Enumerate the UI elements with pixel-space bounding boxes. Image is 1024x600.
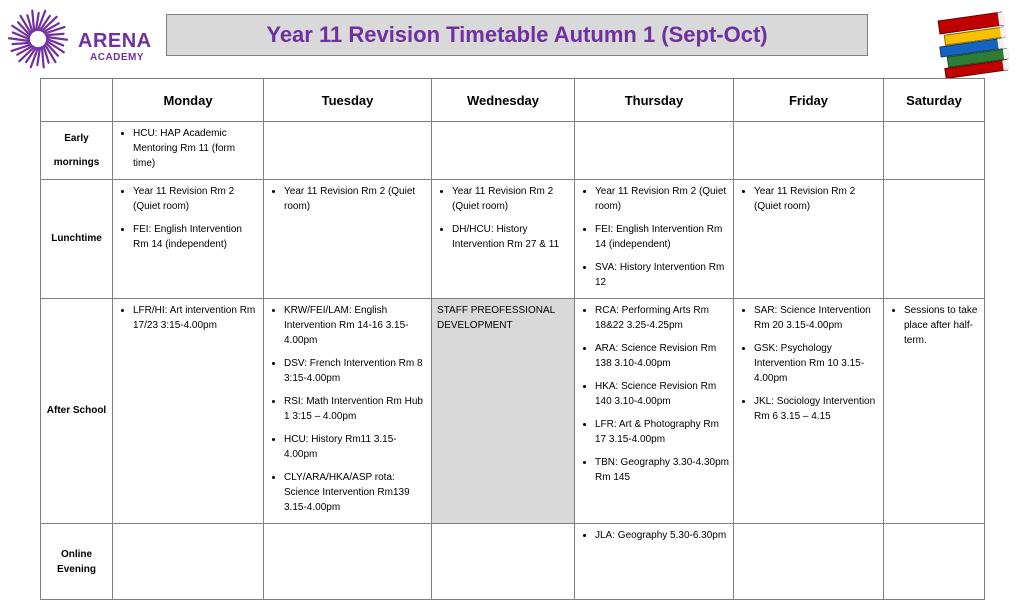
cell-online-thursday [575, 524, 734, 600]
arena-academy-logo [6, 8, 156, 72]
arena-burst-logo-icon [8, 8, 68, 70]
list-item: • FEI: English Intervention Rm 14 (independent) [595, 222, 729, 252]
row-lunchtime [41, 180, 985, 299]
cell-after-thursday [575, 299, 734, 524]
cell-online-wednesday [432, 524, 575, 600]
list-item: • ARA: Science Revision Rm 138 3.10-4.00pm [595, 341, 729, 371]
logo-subtitle: ACADEMY [90, 52, 145, 63]
list-item: • HCU: History Rm11 3.15-4.00pm [284, 432, 427, 462]
logo-ray [46, 34, 63, 35]
cell-lunch-wednesday [432, 180, 575, 299]
cell-early-tuesday [264, 122, 432, 180]
cell-early-wednesday [432, 122, 575, 180]
row-online-evening [41, 524, 985, 600]
list-item: • RCA: Performing Arts Rm 18&22 3.25-4.25pm [595, 303, 729, 333]
day-header-thursday: Thursday [575, 79, 734, 122]
corner-cell [41, 79, 113, 122]
page-title: Year 11 Revision Timetable Autumn 1 (Sept-Oct) [266, 22, 768, 47]
cell-lunch-saturday [884, 180, 985, 299]
staff-development-note: STAFF PREOFESSIONAL DEVELOPMENT [437, 305, 555, 331]
row-label-early: Early mornings [41, 122, 113, 180]
logo-name: ARENA [78, 30, 152, 52]
list-item: • Year 11 Revision Rm 2 (Quiet room) [133, 184, 259, 214]
row-label-after: After School [41, 299, 113, 524]
timetable [40, 78, 985, 600]
cell-lunch-thursday [575, 180, 734, 299]
list-item: • KRW/FEI/LAM: English Intervention Rm 14-16 3.15-4.00pm [284, 303, 427, 348]
list-item: • JKL: Sociology Intervention Rm 6 3.15 – 4.15 [754, 394, 879, 424]
list-item: • Year 11 Revision Rm 2 (Quiet room) [452, 184, 570, 214]
day-header-tuesday: Tuesday [264, 79, 432, 122]
cell-after-friday [734, 299, 884, 524]
cell-online-saturday [884, 524, 985, 600]
list-item: • CLY/ARA/HKA/ASP rota: Science Intervention Rm139 3.15-4.00pm [284, 470, 427, 515]
cell-after-tuesday [264, 299, 432, 524]
cell-after-saturday [884, 299, 985, 524]
list-item: • LFR/HI: Art intervention Rm 17/23 3:15-4.00pm [133, 303, 259, 333]
cell-online-friday [734, 524, 884, 600]
cell-early-saturday [884, 122, 985, 180]
cell-after-wednesday [432, 299, 575, 524]
list-item: • SAR: Science Intervention Rm 20 3.15-4.00pm [754, 303, 879, 333]
cell-lunch-friday [734, 180, 884, 299]
logo-ray [13, 43, 30, 44]
list-item: • DSV: French Intervention Rm 8 3:15-4.00pm [284, 356, 427, 386]
list-item: • RSI: Math Intervention Rm Hub 1 3:15 – 4.00pm [284, 394, 427, 424]
header-row [41, 79, 985, 122]
cell-lunch-monday [113, 180, 264, 299]
list-item: • FEI: English Intervention Rm 14 (independent) [133, 222, 259, 252]
list-item: • GSK: Psychology Intervention Rm 10 3.15-4.00pm [754, 341, 879, 386]
logo-ray [32, 11, 34, 31]
cell-after-monday [113, 299, 264, 524]
row-label-online: Online Evening [41, 524, 113, 600]
row-after-school [41, 299, 985, 524]
list-item: • TBN: Geography 3.30-4.30pm Rm 145 [595, 455, 729, 485]
list-item: • HCU: HAP Academic Mentoring Rm 11 (form time) [133, 126, 259, 171]
list-item: • Year 11 Revision Rm 2 (Quiet room) [595, 184, 729, 214]
cell-early-monday [113, 122, 264, 180]
cell-early-friday [734, 122, 884, 180]
cell-early-thursday [575, 122, 734, 180]
list-item: • LFR: Art & Photography Rm 17 3.15-4.00pm [595, 417, 729, 447]
stack-of-books-icon [934, 6, 1018, 82]
title-bar [166, 14, 868, 56]
day-header-saturday: Saturday [884, 79, 985, 122]
row-label-lunch: Lunchtime [41, 180, 113, 299]
list-item: • SVA: History Intervention Rm 12 [595, 260, 729, 290]
logo-ray [42, 47, 44, 67]
list-item: • DH/HCU: History Intervention Rm 27 & 11 [452, 222, 570, 252]
day-header-friday: Friday [734, 79, 884, 122]
list-item: • HKA: Science Revision Rm 140 3.10-4.00pm [595, 379, 729, 409]
list-item: • Year 11 Revision Rm 2 (Quiet room) [754, 184, 879, 214]
day-header-wednesday: Wednesday [432, 79, 575, 122]
list-item: • JLA: Geography 5.30-6.30pm [595, 528, 729, 543]
list-item: • Sessions to take place after half-term. [904, 303, 980, 348]
cell-lunch-tuesday [264, 180, 432, 299]
cell-online-tuesday [264, 524, 432, 600]
list-item: • Year 11 Revision Rm 2 (Quiet room) [284, 184, 427, 214]
day-header-monday: Monday [113, 79, 264, 122]
cell-online-monday [113, 524, 264, 600]
row-early-mornings [41, 122, 985, 180]
